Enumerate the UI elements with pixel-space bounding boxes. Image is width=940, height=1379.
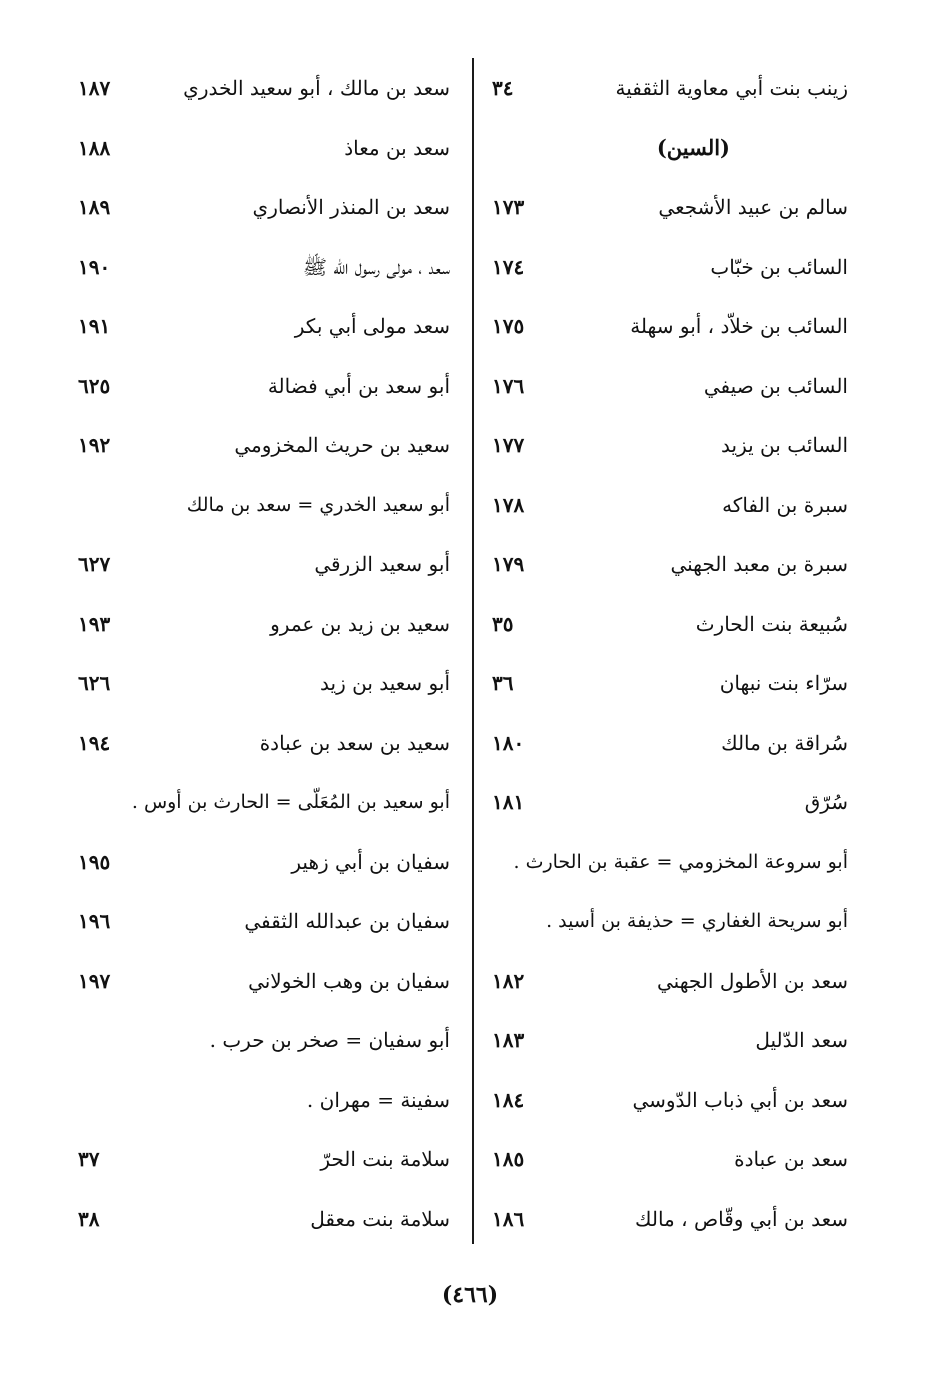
entry-name: أبو سعيد بن زيد — [320, 671, 450, 695]
index-entry — [70, 481, 468, 541]
entry-name: سُراقة بن مالك — [721, 730, 848, 755]
entry-name: أبو سريحة الغفاري = حذيفة بن أسيد . — [546, 910, 848, 932]
index-entry — [478, 897, 870, 957]
index-entry — [478, 183, 870, 243]
index-entry — [70, 1016, 468, 1076]
entry-number: ٣٥ — [492, 611, 514, 636]
entry-name: أبو سعيد بن المُعَلّى = الحارث بن أوس . — [131, 791, 450, 813]
index-entry — [70, 600, 468, 660]
entry-name: أبو سعيد الخدري = سعد بن مالك — [186, 493, 450, 516]
left-index-column — [70, 64, 468, 1254]
index-entry — [478, 1135, 870, 1195]
entry-name: سعد بن المنذر الأنصاري — [252, 195, 450, 219]
entry-number: ٣٧ — [78, 1147, 100, 1171]
entry-number: ٦٢٧ — [78, 552, 111, 576]
entry-number: ١٨٧ — [78, 76, 111, 100]
entry-number: ٣٤ — [492, 76, 514, 100]
entry-name: سعد بن معاذ — [344, 135, 450, 160]
entry-number: ١٩٢ — [78, 433, 111, 457]
entry-name: السائب بن صيفي — [703, 373, 848, 398]
entry-name: زينب بنت أبي معاوية الثقفية — [615, 76, 848, 100]
entry-number: ١٩٥ — [78, 849, 111, 874]
entry-number: ١٨٨ — [78, 135, 111, 160]
entry-name: سرّاء بنت نبهان — [719, 671, 848, 695]
index-entry — [70, 421, 468, 481]
index-entry — [478, 481, 870, 541]
right-index-column — [478, 64, 870, 1254]
entry-name: سفيان بن عبدالله الثقفي — [244, 909, 450, 933]
index-entry — [478, 540, 870, 600]
entry-name: سعد بن عبادة — [734, 1147, 848, 1171]
index-entry — [478, 600, 870, 660]
index-entry — [70, 778, 468, 838]
entry-number: ٣٨ — [78, 1206, 100, 1231]
index-entry — [70, 540, 468, 600]
entry-name: سعد ، مولى رسول الله ﷺ — [302, 254, 450, 279]
index-entry — [478, 957, 870, 1017]
index-entry — [70, 183, 468, 243]
entry-name: سعد الدّليل — [755, 1028, 848, 1052]
index-entry — [70, 1135, 468, 1195]
entry-number: ١٨٦ — [492, 1206, 525, 1231]
index-entry — [478, 302, 870, 362]
entry-name: سُرّق — [804, 790, 848, 814]
column-divider — [472, 58, 474, 1244]
entry-name: السائب بن خبّاب — [710, 254, 848, 279]
entry-number: ١٩٧ — [78, 968, 111, 993]
index-entry — [478, 1076, 870, 1136]
index-entry — [70, 1195, 468, 1255]
entry-number: ١٩٦ — [78, 909, 111, 933]
entry-name: سعد مولى أبي بكر — [294, 314, 450, 338]
entry-name: سالم بن عبيد الأشجعي — [658, 195, 848, 219]
entry-name: سعد بن مالك ، أبو سعيد الخدري — [183, 76, 450, 100]
entry-name: سفيان بن وهب الخولاني — [248, 968, 450, 993]
entry-number: ١٨٩ — [78, 195, 111, 219]
entry-name: سبرة بن معبد الجهني — [670, 552, 848, 576]
entry-number: ١٧٤ — [492, 254, 525, 279]
entry-name: سعد بن الأطول الجهني — [657, 968, 848, 993]
entry-number: ١٩٣ — [78, 611, 111, 636]
entry-number: ١٨٤ — [492, 1087, 525, 1112]
entry-name: أبو سعد بن أبي فضالة — [267, 373, 450, 398]
index-entry — [478, 421, 870, 481]
entry-number: ١٩١ — [78, 314, 111, 338]
index-entry — [70, 362, 468, 422]
index-entry — [70, 1076, 468, 1136]
entry-number: ١٨٢ — [492, 968, 525, 993]
entry-number: ١٧٥ — [492, 314, 525, 338]
index-entry — [478, 1016, 870, 1076]
index-entry — [70, 719, 468, 779]
entry-number: ١٩٤ — [78, 730, 111, 755]
section-heading-row — [478, 124, 870, 184]
index-entry — [70, 957, 468, 1017]
entry-number: ١٨١ — [492, 790, 525, 814]
index-entry — [478, 1195, 870, 1255]
entry-name: سعيد بن حريث المخزومي — [234, 433, 450, 457]
index-entry — [478, 838, 870, 898]
entry-name: السائب بن خلاّد ، أبو سهلة — [630, 314, 848, 338]
entry-name: أبو سروعة المخزومي = عقبة بن الحارث . — [513, 850, 848, 873]
entry-name: أبو سفيان = صخر بن حرب . — [209, 1028, 450, 1052]
entry-number: ١٧٦ — [492, 373, 525, 398]
entry-name: سعد بن أبي وقّاص ، مالك — [635, 1206, 848, 1231]
entry-name: سعد بن أبي ذباب الدّوسي — [632, 1087, 848, 1112]
entry-name: سلامة بنت معقل — [310, 1206, 450, 1231]
entry-number: ١٨٠ — [492, 730, 525, 755]
entry-name: سبرة بن الفاكه — [722, 492, 848, 517]
entry-number: ١٧٩ — [492, 552, 525, 576]
entry-number: ١٧٨ — [492, 492, 525, 517]
entry-number: ١٨٣ — [492, 1028, 525, 1052]
index-entry — [478, 64, 870, 124]
entry-number: ٦٢٥ — [78, 373, 111, 398]
index-entry — [70, 897, 468, 957]
entry-name: سُبيعة بنت الحارث — [695, 611, 848, 636]
index-entry — [478, 719, 870, 779]
entry-name: سفيان بن أبي زهير — [291, 849, 450, 874]
index-entry — [70, 838, 468, 898]
index-entry — [478, 659, 870, 719]
entry-name: السائب بن يزيد — [721, 433, 848, 457]
index-entry — [70, 243, 468, 303]
index-entry — [478, 778, 870, 838]
entry-name: سفينة = مهران . — [306, 1087, 450, 1112]
entry-number: ١٨٥ — [492, 1147, 525, 1171]
index-entry — [70, 659, 468, 719]
entry-number: ٦٢٦ — [78, 671, 111, 695]
index-entry — [70, 124, 468, 184]
entry-name: سعيد بن زيد بن عمرو — [270, 611, 450, 636]
index-entry — [70, 302, 468, 362]
section-heading: (السين) — [656, 134, 730, 160]
page-number: (٤٦٦) — [441, 1282, 499, 1308]
entry-name: أبو سعيد الزرقي — [314, 552, 450, 576]
entry-number: ١٧٣ — [492, 195, 525, 219]
entry-number: ١٧٧ — [492, 433, 525, 457]
index-entry — [70, 64, 468, 124]
entry-number: ١٩٠ — [78, 254, 111, 279]
index-entry — [478, 243, 870, 303]
entry-number: ٣٦ — [492, 671, 514, 695]
index-entry — [478, 362, 870, 422]
entry-name: سعيد بن سعد بن عبادة — [259, 730, 450, 755]
entry-name: سلامة بنت الحرّ — [320, 1147, 450, 1171]
